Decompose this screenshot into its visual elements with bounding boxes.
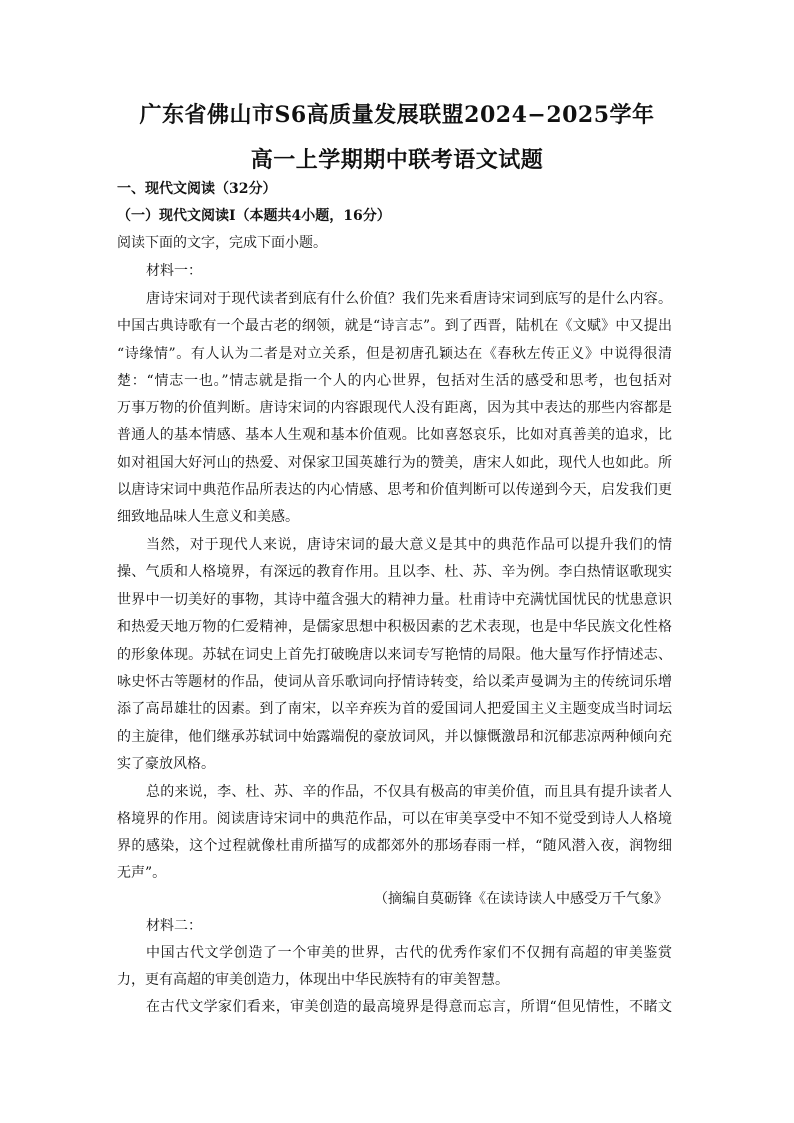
paragraph-line: 总的来说，李、杜、苏、辛的作品，不仅具有极高的审美价值，而且具有提升读者人 — [146, 784, 672, 800]
paragraph-line: 如对祖国大好河山的热爱、对保家卫国英雄行为的赞美，唐宋人如此，现代人也如此。所 — [117, 455, 672, 471]
subsection-heading: （一）现代文阅读I（本题共4小题，16分） — [117, 208, 391, 224]
document-title-line-1: 广东省佛山市S6高质量发展联盟2024−2025学年 — [139, 102, 655, 128]
paragraph-line: 添了高昂雄壮的因素。到了南宋，以辛弃疾为首的爱国词人把爱国主义主题变成当时词坛 — [117, 701, 672, 717]
material-one-label: 材料一： — [146, 263, 202, 279]
paragraph-line: 和热爱天地万物的仁爱精神，是儒家思想中积极因素的艺术表现，也是中华民族文化性格 — [117, 619, 672, 635]
paragraph-line: 细致地品味人生意义和美感。 — [117, 509, 299, 525]
paragraph-line: 的形象体现。苏轼在词史上首先打破晚唐以来词专写艳情的局限。他大量写作抒情述志、 — [117, 647, 672, 663]
paragraph-line: 万事万物的价值判断。唐诗宋词的内容跟现代人没有距离，因为其中表达的那些内容都是 — [117, 400, 672, 416]
paragraph-line: 力，更有高超的审美创造力，体现出中华民族特有的审美智慧。 — [117, 972, 509, 988]
paragraph-line: 唐诗宋词对于现代读者到底有什么价值？我们先来看唐诗宋词到底写的是什么内容。 — [146, 291, 672, 307]
paragraph-line: 普通人的基本情感、基本人生观和基本价值观。比如喜怒哀乐，比如对真善美的追求，比 — [117, 427, 672, 443]
paragraph-line: 无声”。 — [117, 865, 167, 881]
source-citation: （摘编自莫砺锋《在读诗读人中感受万千气象》 — [374, 891, 668, 907]
paragraph-line: 格境界的作用。阅读唐诗宋词中的典范作品，可以在审美享受中不知不觉受到诗人人格境 — [117, 811, 672, 827]
paragraph-line: 楚：“情志一也。”情志就是指一个人的内心世界，包括对生活的感受和思考，也包括对 — [117, 373, 672, 389]
document-title-line-2: 高一上学期期中联考语文试题 — [250, 147, 544, 173]
paragraph-line: 当然，对于现代人来说，唐诗宋词的最大意义是其中的典范作品可以提升我们的情 — [146, 537, 672, 553]
paragraph-line: 咏史怀古等题材的作品，使词从音乐歌词向抒情诗转变，给以柔声曼调为主的传统词乐增 — [117, 674, 672, 690]
paragraph-line: 的主旋律，他们继承苏轼词中始露端倪的豪放词风，并以慷慨激昂和沉郁悲凉两种倾向充 — [117, 729, 672, 745]
paragraph-line: 操、气质和人格境界，有深远的教育作用。且以李、杜、苏、辛为例。李白热情讴歌现实 — [117, 564, 672, 580]
instruction-text: 阅读下面的文字，完成下面小题。 — [117, 235, 327, 251]
paragraph-line: 中国古典诗歌有一个最古老的纲领，就是“诗言志”。到了西晋，陆机在《文赋》中又提出 — [117, 318, 672, 334]
section-heading: 一、现代文阅读（32分） — [117, 181, 277, 197]
paragraph-line: 世界中一切美好的事物，其诗中蕴含强大的精神力量。杜甫诗中充满忧国忧民的忧患意识 — [117, 592, 672, 608]
paragraph-line: 实了豪放风格。 — [117, 756, 215, 772]
paragraph-line: 界的感染，这个过程就像杜甫所描写的成都郊外的那场春雨一样，“随风潜入夜，润物细 — [117, 838, 672, 854]
paragraph-line: 在古代文学家们看来，审美创造的最高境界是得意而忘言，所谓“但见情性，不睹文 — [146, 999, 672, 1015]
material-two-label: 材料二： — [146, 918, 202, 934]
paragraph-line: “诗缘情”。有人认为二者是对立关系，但是初唐孔颖达在《春秋左传正义》中说得很清 — [117, 346, 672, 362]
paragraph-line: 以唐诗宋词中典范作品所表达的内心情感、思考和价值判断可以传递到今天，启发我们更 — [117, 482, 672, 498]
paragraph-line: 中国古代文学创造了一个审美的世界，古代的优秀作家们不仅拥有高超的审美鉴赏 — [146, 945, 672, 961]
